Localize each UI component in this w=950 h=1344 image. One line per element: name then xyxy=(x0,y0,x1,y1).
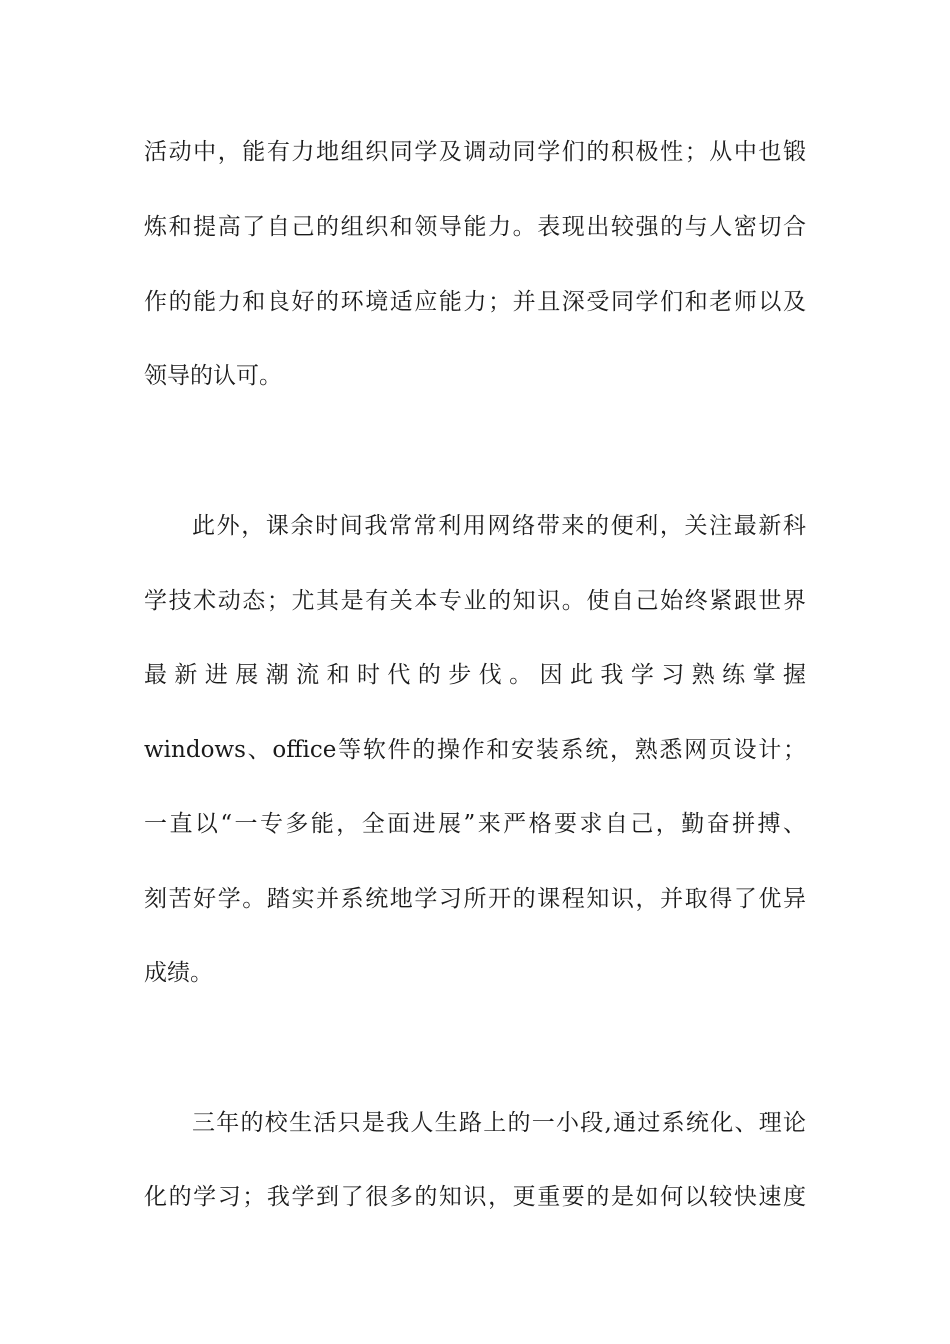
text-line: 领导的认可。 xyxy=(144,363,282,389)
text-line: 化的学习；我学到了很多的知识，更重要的是如何以较快速度 xyxy=(144,1184,806,1210)
text-line: 学技术动态；尤其是有关本专业的知识。使自己始终紧跟世界 xyxy=(144,588,806,614)
text-line: 作的能力和良好的环境适应能力；并且深受同学们和老师以及 xyxy=(144,289,806,315)
text-line: windows、office等软件的操作和安装系统，熟悉网页设计； xyxy=(144,737,806,763)
text-line: 成绩。 xyxy=(144,960,213,986)
text-line: 刻苦好学。踏实并系统地学习所开的课程知识，并取得了优异 xyxy=(144,886,806,912)
text-line: 活动中，能有力地组织同学及调动同学们的积极性；从中也锻 xyxy=(144,139,806,165)
text-line: 三年的校生活只是我人生路上的一小段,通过系统化、理论 xyxy=(192,1110,806,1136)
text-line: 一直以“一专多能，全面进展”来严格要求自己，勤奋拼搏、 xyxy=(144,811,806,837)
text-line: 此外，课余时间我常常利用网络带来的便利，关注最新科 xyxy=(192,513,806,539)
text-line: 炼和提高了自己的组织和领导能力。表现出较强的与人密切合 xyxy=(144,214,806,240)
text-line: 最新进展潮流和时代的步伐。因此我学习熟练掌握 xyxy=(144,662,806,688)
